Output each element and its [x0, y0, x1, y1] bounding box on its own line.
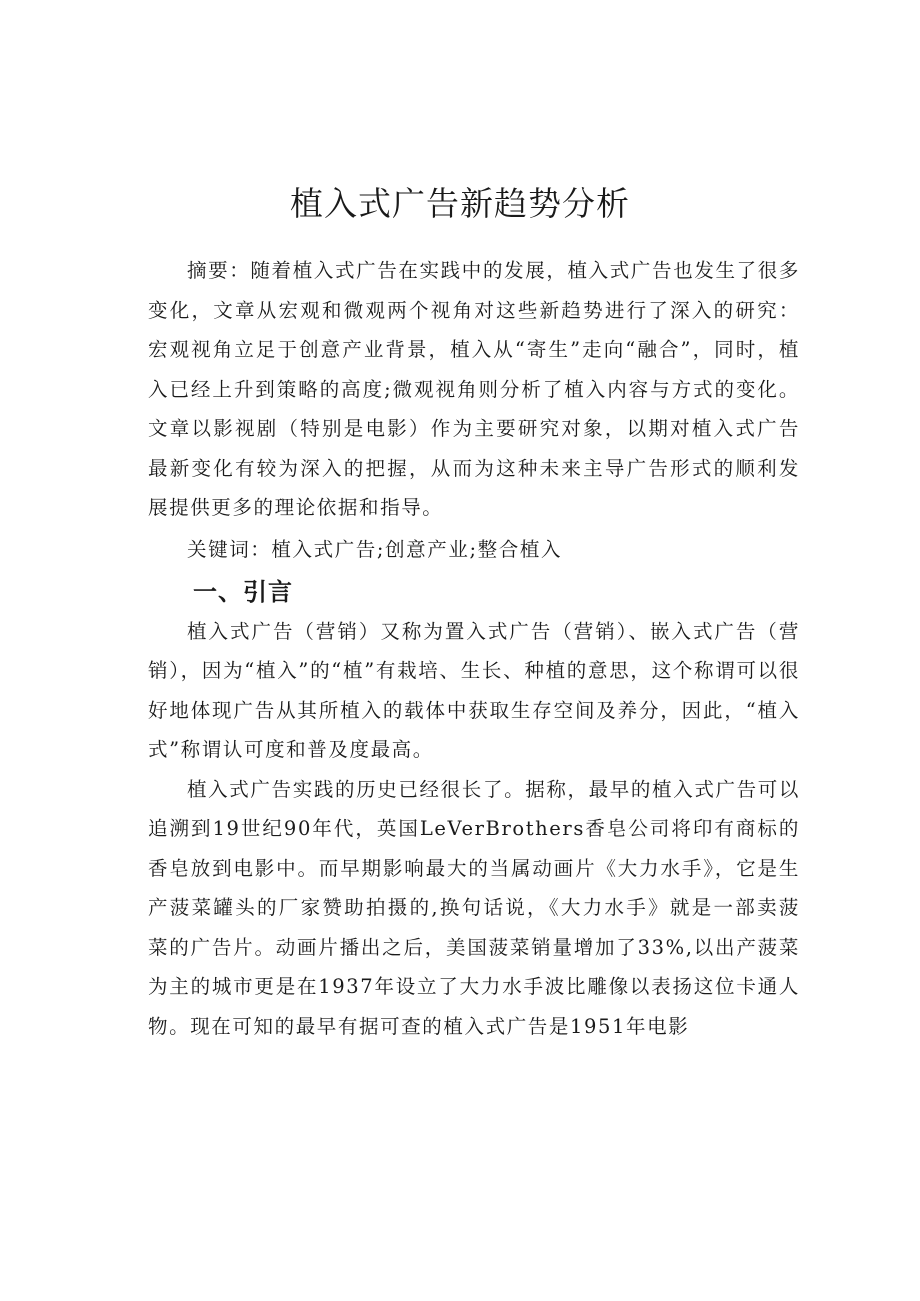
section-heading-introduction: 一、引言	[193, 577, 293, 606]
abstract-paragraph: 摘要：随着植入式广告在实践中的发展，植入式广告也发生了很多变化，文章从宏观和微观两个视角对这些新趋势进行了深入的研究：宏观视角立足于创意产业背景，植入从“寄生”走向“融合”，同时，植入已经上升到策略的高度;微观视角则分析了植入内容与方式的变化。文章以影视剧（特别是电影）作为主要研究对象，以期对植入式广告最新变化有较为深入的把握，从而为这种未来主导广告形式的顺利发展提供更多的理论依据和指导。	[148, 259, 800, 519]
document-body	[148, 251, 800, 1046]
keywords-line: 关键词：植入式广告;创意产业;整合植入	[187, 537, 563, 561]
body-paragraph-2: 植入式广告实践的历史已经很长了。据称，最早的植入式广告可以追溯到19世纪90年代，英国LeVerBrothers香皂公司将印有商标的香皂放到电影中。而早期影响最大的当属动画片《大力水手》，它是生产菠菜罐头的厂家赞助拍摄的,换句话说，《大力水手》就是一部卖菠菜的广告片。动画片播出之后，美国菠菜销量增加了33%,以出产菠菜为主的城市更是在1937年设立了大力水手波比雕像以表扬这位卡通人物。现在可知的最早有据可查的植入式广告是1951年电影	[148, 777, 800, 1038]
body-paragraph-1: 植入式广告（营销）又称为置入式广告（营销）、嵌入式广告（营销），因为“植入”的“植”有栽培、生长、种植的意思，这个称谓可以很好地体现广告从其所植入的载体中获取生存空间及养分，因此，“植入式”称谓认可度和普及度最高。	[148, 619, 800, 761]
document-title: 植入式广告新趋势分析	[290, 184, 630, 224]
